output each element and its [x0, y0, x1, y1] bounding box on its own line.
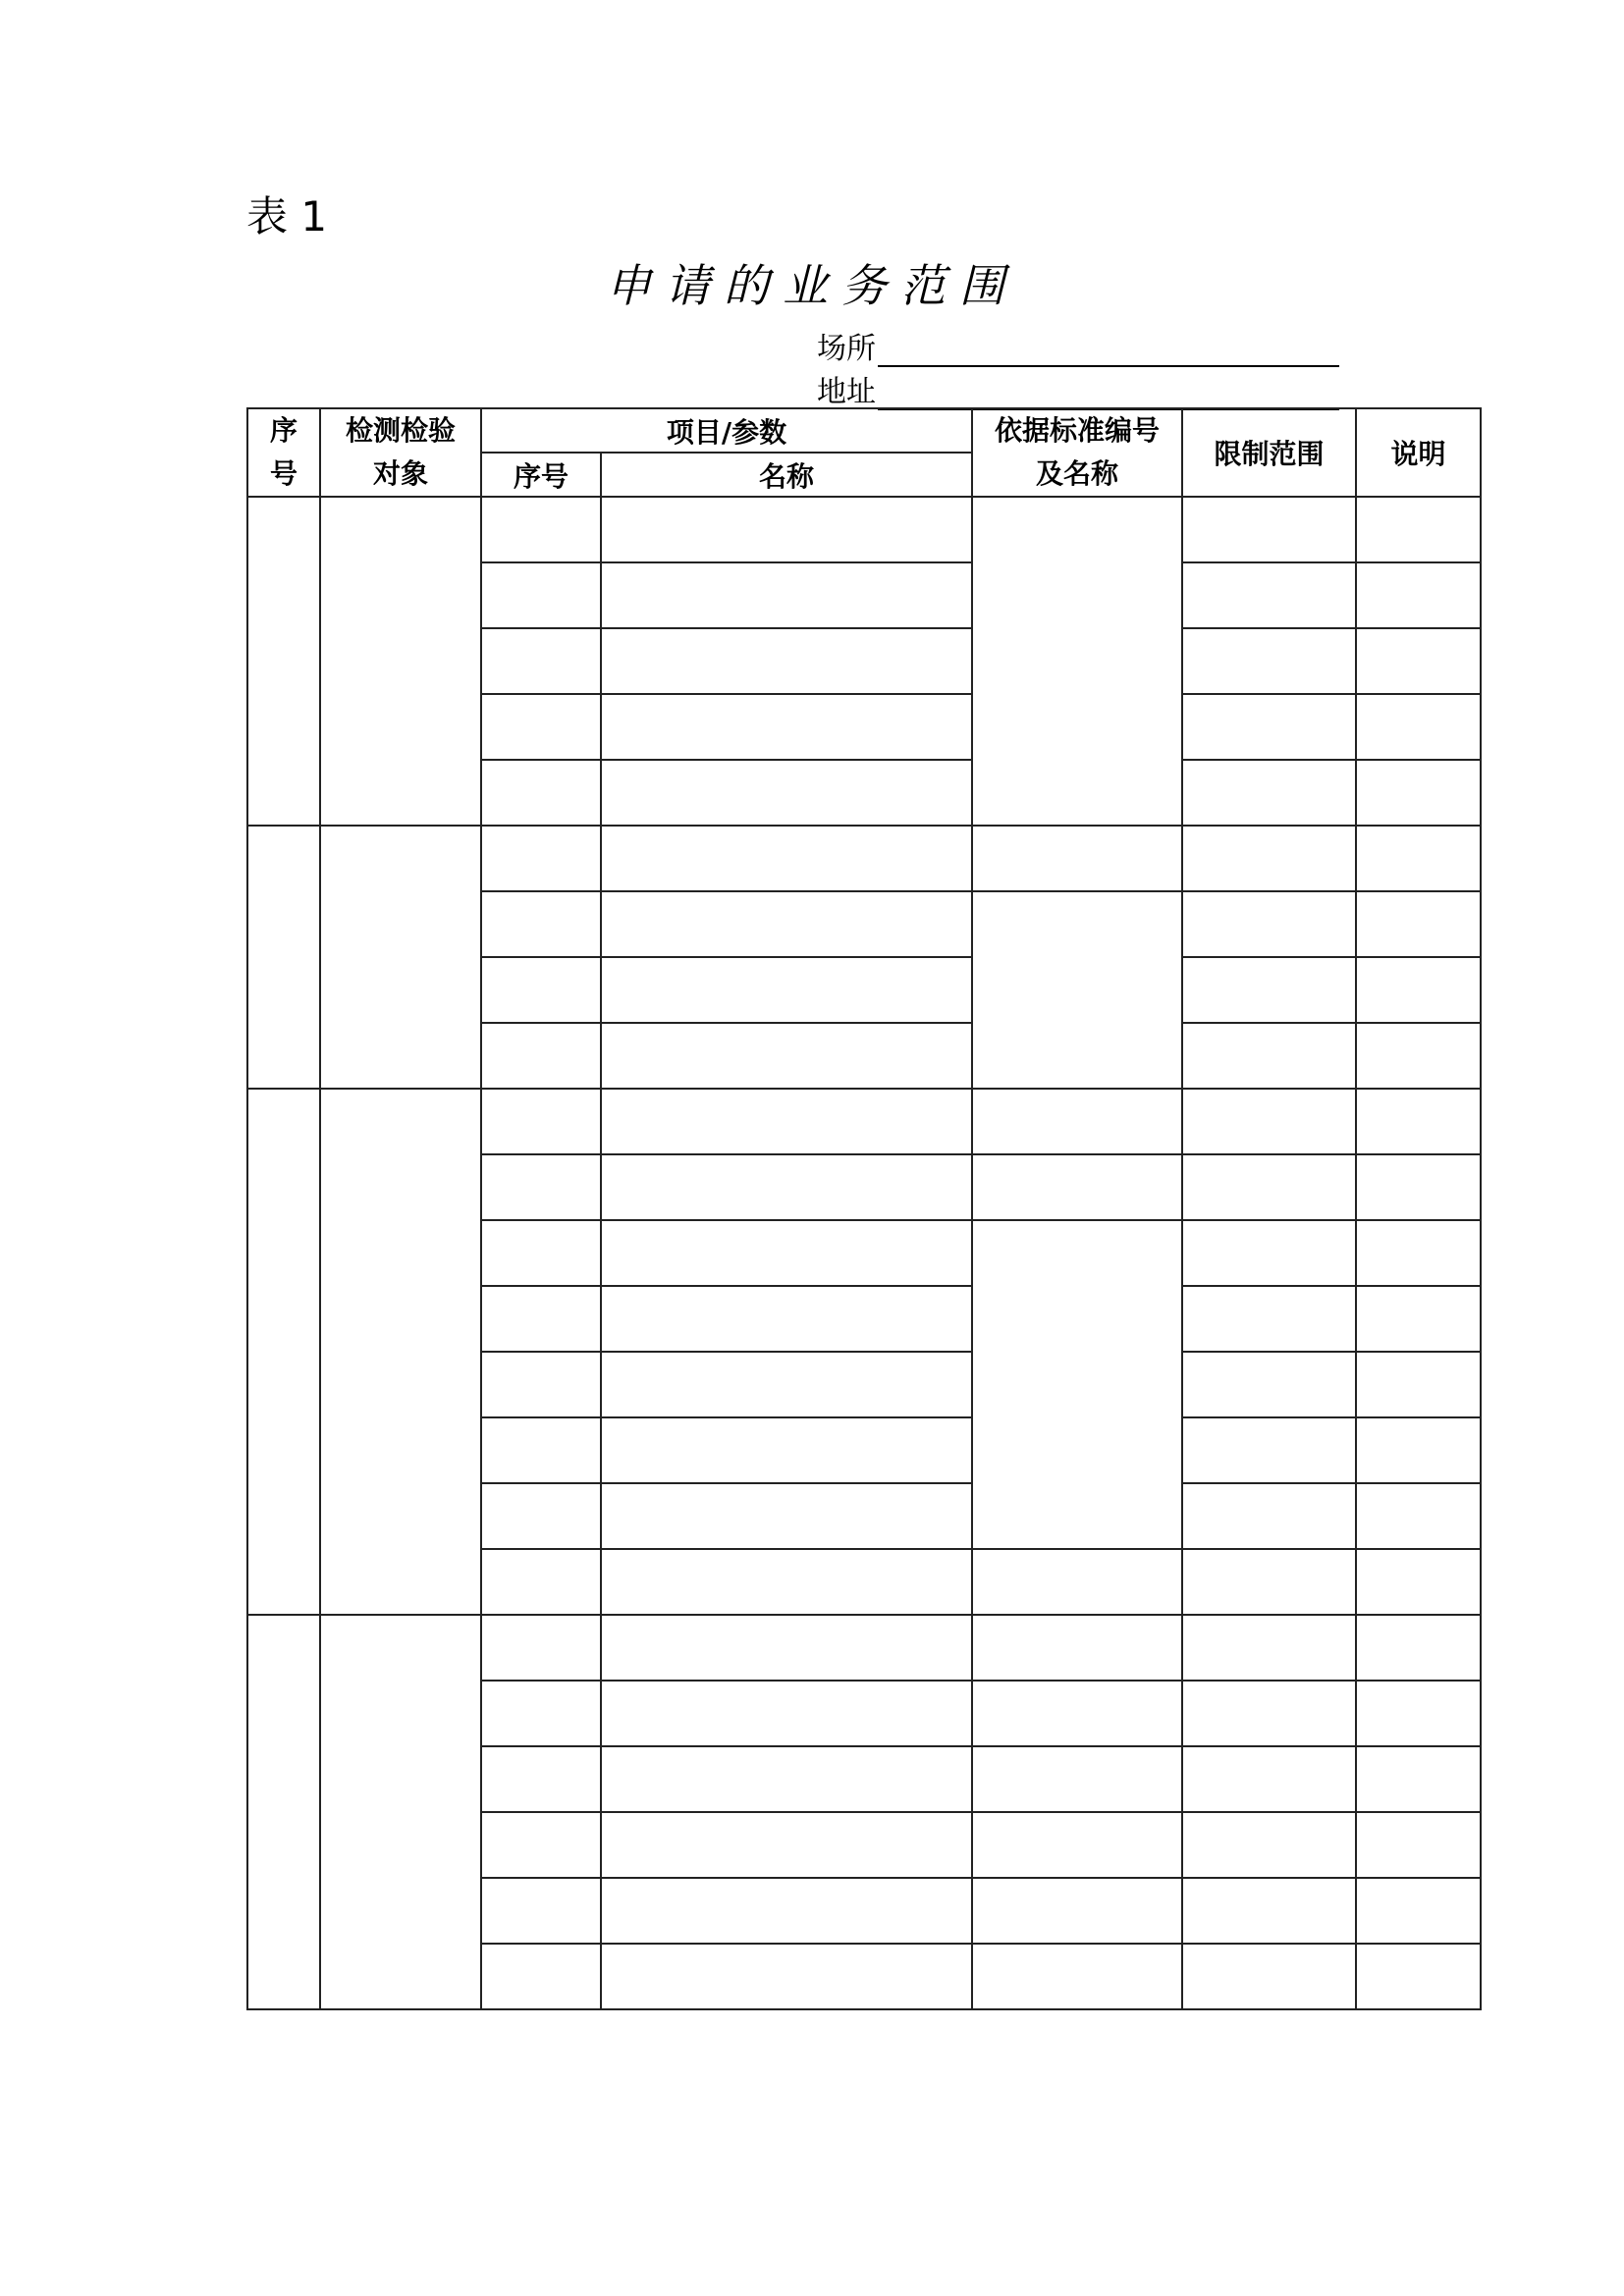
- limit-cell[interactable]: [1182, 1023, 1356, 1089]
- item-name-cell[interactable]: [601, 497, 972, 562]
- header-item-seq: 序号: [481, 453, 601, 497]
- standard-cell[interactable]: [972, 826, 1182, 891]
- limit-cell[interactable]: [1182, 1746, 1356, 1812]
- note-cell[interactable]: [1356, 1352, 1481, 1417]
- seq-cell[interactable]: [247, 1089, 320, 1615]
- standard-cell[interactable]: [972, 1812, 1182, 1878]
- header-seq-line-1: 序: [269, 414, 298, 447]
- standard-cell[interactable]: [972, 497, 1182, 826]
- note-cell[interactable]: [1356, 1681, 1481, 1746]
- limit-cell[interactable]: [1182, 1154, 1356, 1220]
- item-seq-cell[interactable]: [481, 1089, 601, 1154]
- standard-cell[interactable]: [972, 1681, 1182, 1746]
- standard-cell[interactable]: [972, 1154, 1182, 1220]
- address-blank-line[interactable]: [878, 375, 1339, 410]
- item-seq-cell[interactable]: [481, 1681, 601, 1746]
- standard-cell[interactable]: [972, 1746, 1182, 1812]
- note-cell[interactable]: [1356, 1417, 1481, 1483]
- object-cell[interactable]: [320, 1089, 481, 1615]
- item-name-cell[interactable]: [601, 1154, 972, 1220]
- standard-cell[interactable]: [972, 891, 1182, 1089]
- seq-cell[interactable]: [247, 1615, 320, 2009]
- item-seq-cell[interactable]: [481, 1615, 601, 1681]
- note-cell[interactable]: [1356, 1023, 1481, 1089]
- standard-cell[interactable]: [972, 1220, 1182, 1549]
- object-cell[interactable]: [320, 826, 481, 1089]
- limit-cell[interactable]: [1182, 1483, 1356, 1549]
- header-standard: [972, 408, 1182, 497]
- header-standard-line-2: 及名称: [1036, 457, 1119, 490]
- limit-cell[interactable]: [1182, 497, 1356, 562]
- standard-cell[interactable]: [972, 1615, 1182, 1681]
- item-seq-cell[interactable]: [481, 1220, 601, 1286]
- standard-cell[interactable]: [972, 1878, 1182, 1944]
- site-label: 场所: [817, 332, 876, 366]
- item-name-cell[interactable]: [601, 891, 972, 957]
- item-name-cell[interactable]: [601, 1944, 972, 2009]
- limit-cell[interactable]: [1182, 1944, 1356, 2009]
- item-name-cell[interactable]: [601, 1681, 972, 1746]
- limit-cell[interactable]: [1182, 1286, 1356, 1352]
- limit-cell[interactable]: [1182, 1352, 1356, 1417]
- document-title: 申请的业务范围: [606, 259, 1018, 312]
- item-name-cell[interactable]: [601, 1812, 972, 1878]
- item-name-cell[interactable]: [601, 957, 972, 1023]
- item-seq-cell[interactable]: [481, 826, 601, 891]
- item-seq-cell[interactable]: [481, 1549, 601, 1615]
- limit-cell[interactable]: [1182, 957, 1356, 1023]
- item-seq-cell[interactable]: [481, 1483, 601, 1549]
- item-seq-cell[interactable]: [481, 1286, 601, 1352]
- item-seq-cell[interactable]: [481, 562, 601, 628]
- item-name-cell[interactable]: [601, 760, 972, 826]
- item-name-cell[interactable]: [601, 1615, 972, 1681]
- seq-cell[interactable]: [247, 497, 320, 826]
- header-object-line-2: 对象: [372, 457, 428, 490]
- item-seq-cell[interactable]: [481, 891, 601, 957]
- header-object: [320, 408, 481, 497]
- item-name-cell[interactable]: [601, 1746, 972, 1812]
- object-cell[interactable]: [320, 497, 481, 826]
- site-blank-line[interactable]: [878, 332, 1339, 367]
- item-seq-cell[interactable]: [481, 1878, 601, 1944]
- note-cell[interactable]: [1356, 1549, 1481, 1615]
- limit-cell[interactable]: [1182, 628, 1356, 694]
- seq-cell[interactable]: [247, 826, 320, 1089]
- item-seq-cell[interactable]: [481, 1417, 601, 1483]
- limit-cell[interactable]: [1182, 562, 1356, 628]
- item-seq-cell[interactable]: [481, 694, 601, 760]
- item-seq-cell[interactable]: [481, 1154, 601, 1220]
- header-seq-line-2: 号: [269, 457, 298, 490]
- note-cell[interactable]: [1356, 694, 1481, 760]
- standard-cell[interactable]: [972, 1944, 1182, 2009]
- item-name-cell[interactable]: [601, 1089, 972, 1154]
- item-seq-cell[interactable]: [481, 628, 601, 694]
- table-number-label: 表 1: [246, 192, 328, 240]
- item-name-cell[interactable]: [601, 1286, 972, 1352]
- item-name-cell[interactable]: [601, 1483, 972, 1549]
- address-label: 地址: [817, 375, 876, 409]
- note-cell[interactable]: [1356, 628, 1481, 694]
- note-cell[interactable]: [1356, 1615, 1481, 1681]
- limit-cell[interactable]: [1182, 1220, 1356, 1286]
- note-cell[interactable]: [1356, 826, 1481, 891]
- limit-cell[interactable]: [1182, 1615, 1356, 1681]
- limit-cell[interactable]: [1182, 1878, 1356, 1944]
- header-item-param: 项目/参数: [481, 408, 972, 453]
- item-name-cell[interactable]: [601, 1220, 972, 1286]
- item-name-cell[interactable]: [601, 1352, 972, 1417]
- limit-cell[interactable]: [1182, 1549, 1356, 1615]
- item-seq-cell[interactable]: [481, 1812, 601, 1878]
- item-seq-cell[interactable]: [481, 1746, 601, 1812]
- item-name-cell[interactable]: [601, 1023, 972, 1089]
- item-seq-cell[interactable]: [481, 957, 601, 1023]
- object-cell[interactable]: [320, 1615, 481, 2009]
- note-cell[interactable]: [1356, 1746, 1481, 1812]
- item-seq-cell[interactable]: [481, 760, 601, 826]
- note-cell[interactable]: [1356, 1812, 1481, 1878]
- note-cell[interactable]: [1356, 1286, 1481, 1352]
- note-cell[interactable]: [1356, 891, 1481, 957]
- standard-cell[interactable]: [972, 1089, 1182, 1154]
- note-cell[interactable]: [1356, 1878, 1481, 1944]
- header-limit: 限制范围: [1182, 408, 1356, 497]
- site-field: [817, 324, 1339, 367]
- item-name-cell[interactable]: [601, 1549, 972, 1615]
- address-field: [817, 367, 1339, 410]
- limit-cell[interactable]: [1182, 1812, 1356, 1878]
- limit-cell[interactable]: [1182, 891, 1356, 957]
- limit-cell[interactable]: [1182, 1089, 1356, 1154]
- header-item-name: 名称: [601, 453, 972, 497]
- table-row: [247, 826, 1481, 891]
- table-row: [247, 1089, 1481, 1154]
- item-name-cell[interactable]: [601, 562, 972, 628]
- note-cell[interactable]: [1356, 1220, 1481, 1286]
- note-cell[interactable]: [1356, 562, 1481, 628]
- item-name-cell[interactable]: [601, 826, 972, 891]
- limit-cell[interactable]: [1182, 1681, 1356, 1746]
- limit-cell[interactable]: [1182, 694, 1356, 760]
- item-name-cell[interactable]: [601, 694, 972, 760]
- table-row: [247, 1615, 1481, 1681]
- limit-cell[interactable]: [1182, 760, 1356, 826]
- note-cell[interactable]: [1356, 1944, 1481, 2009]
- standard-cell[interactable]: [972, 1549, 1182, 1615]
- business-scope-table: [246, 407, 1482, 2010]
- item-name-cell[interactable]: [601, 1878, 972, 1944]
- note-cell[interactable]: [1356, 1483, 1481, 1549]
- item-name-cell[interactable]: [601, 1417, 972, 1483]
- note-cell[interactable]: [1356, 1089, 1481, 1154]
- item-seq-cell[interactable]: [481, 497, 601, 562]
- note-cell[interactable]: [1356, 1154, 1481, 1220]
- header-seq: [247, 408, 320, 497]
- item-seq-cell[interactable]: [481, 1944, 601, 2009]
- limit-cell[interactable]: [1182, 1417, 1356, 1483]
- item-seq-cell[interactable]: [481, 1352, 601, 1417]
- header-note: 说明: [1356, 408, 1481, 497]
- limit-cell[interactable]: [1182, 826, 1356, 891]
- note-cell[interactable]: [1356, 957, 1481, 1023]
- item-name-cell[interactable]: [601, 628, 972, 694]
- note-cell[interactable]: [1356, 760, 1481, 826]
- header-object-line-1: 检测检验: [345, 414, 456, 447]
- header-standard-line-1: 依据标准编号: [995, 414, 1161, 447]
- item-seq-cell[interactable]: [481, 1023, 601, 1089]
- table-row: [247, 497, 1481, 562]
- note-cell[interactable]: [1356, 497, 1481, 562]
